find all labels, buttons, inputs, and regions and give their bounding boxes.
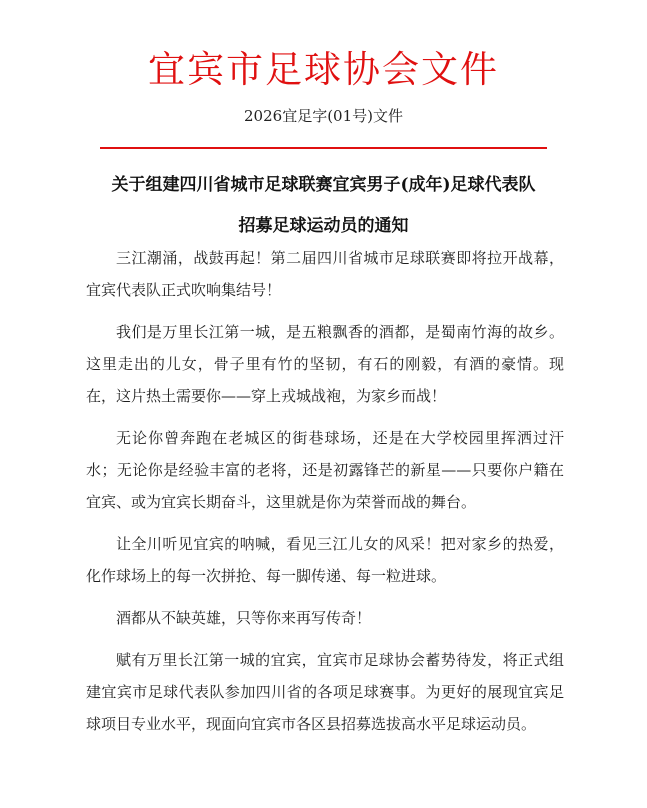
body-paragraph: 赋有万里长江第一城的宜宾，宜宾市足球协会蓄势待发，将正式组建宜宾市足球代表队参加四川省的各项足球赛事。为更好的展现宜宾足球项目专业水平，现面向宜宾市各区县招募选拔高水平足球运动员。 — [86, 651, 564, 733]
notice-body — [86, 242, 564, 750]
body-paragraph: 无论你曾奔跑在老城区的街巷球场，还是在大学校园里挥洒过汗水；无论你是经验丰富的老将，还是初露锋芒的新星——只要你户籍在宜宾、或为宜宾长期奋斗，这里就是你为荣誉而战的舞台。 — [86, 429, 564, 511]
body-paragraph: 三江潮涌，战鼓再起！第二届四川省城市足球联赛即将拉开战幕，宜宾代表队正式吹响集结号！ — [86, 249, 564, 299]
body-paragraph: 酒都从不缺英雄，只等你来再写传奇！ — [116, 609, 372, 627]
document-number: 2026宜足字(01号)文件 — [244, 107, 403, 125]
body-paragraph: 让全川听见宜宾的呐喊，看见三江儿女的风采！把对家乡的热爱，化作球场上的每一次拼抢、每一脚传递、每一粒进球。 — [86, 535, 564, 585]
header-divider — [100, 147, 547, 149]
notice-title-line-1: 关于组建四川省城市足球联赛宜宾男子(成年)足球代表队 — [111, 175, 536, 195]
notice-title-line-2: 招募足球运动员的通知 — [238, 216, 409, 236]
body-paragraph: 我们是万里长江第一城，是五粮飘香的酒都，是蜀南竹海的故乡。这里走出的儿女，骨子里有竹的坚韧，有石的刚毅，有酒的豪情。现在，这片热土需要你——穿上戎城战袍，为家乡而战！ — [86, 323, 564, 405]
document-header-title: 宜宾市足球协会文件 — [148, 48, 499, 91]
